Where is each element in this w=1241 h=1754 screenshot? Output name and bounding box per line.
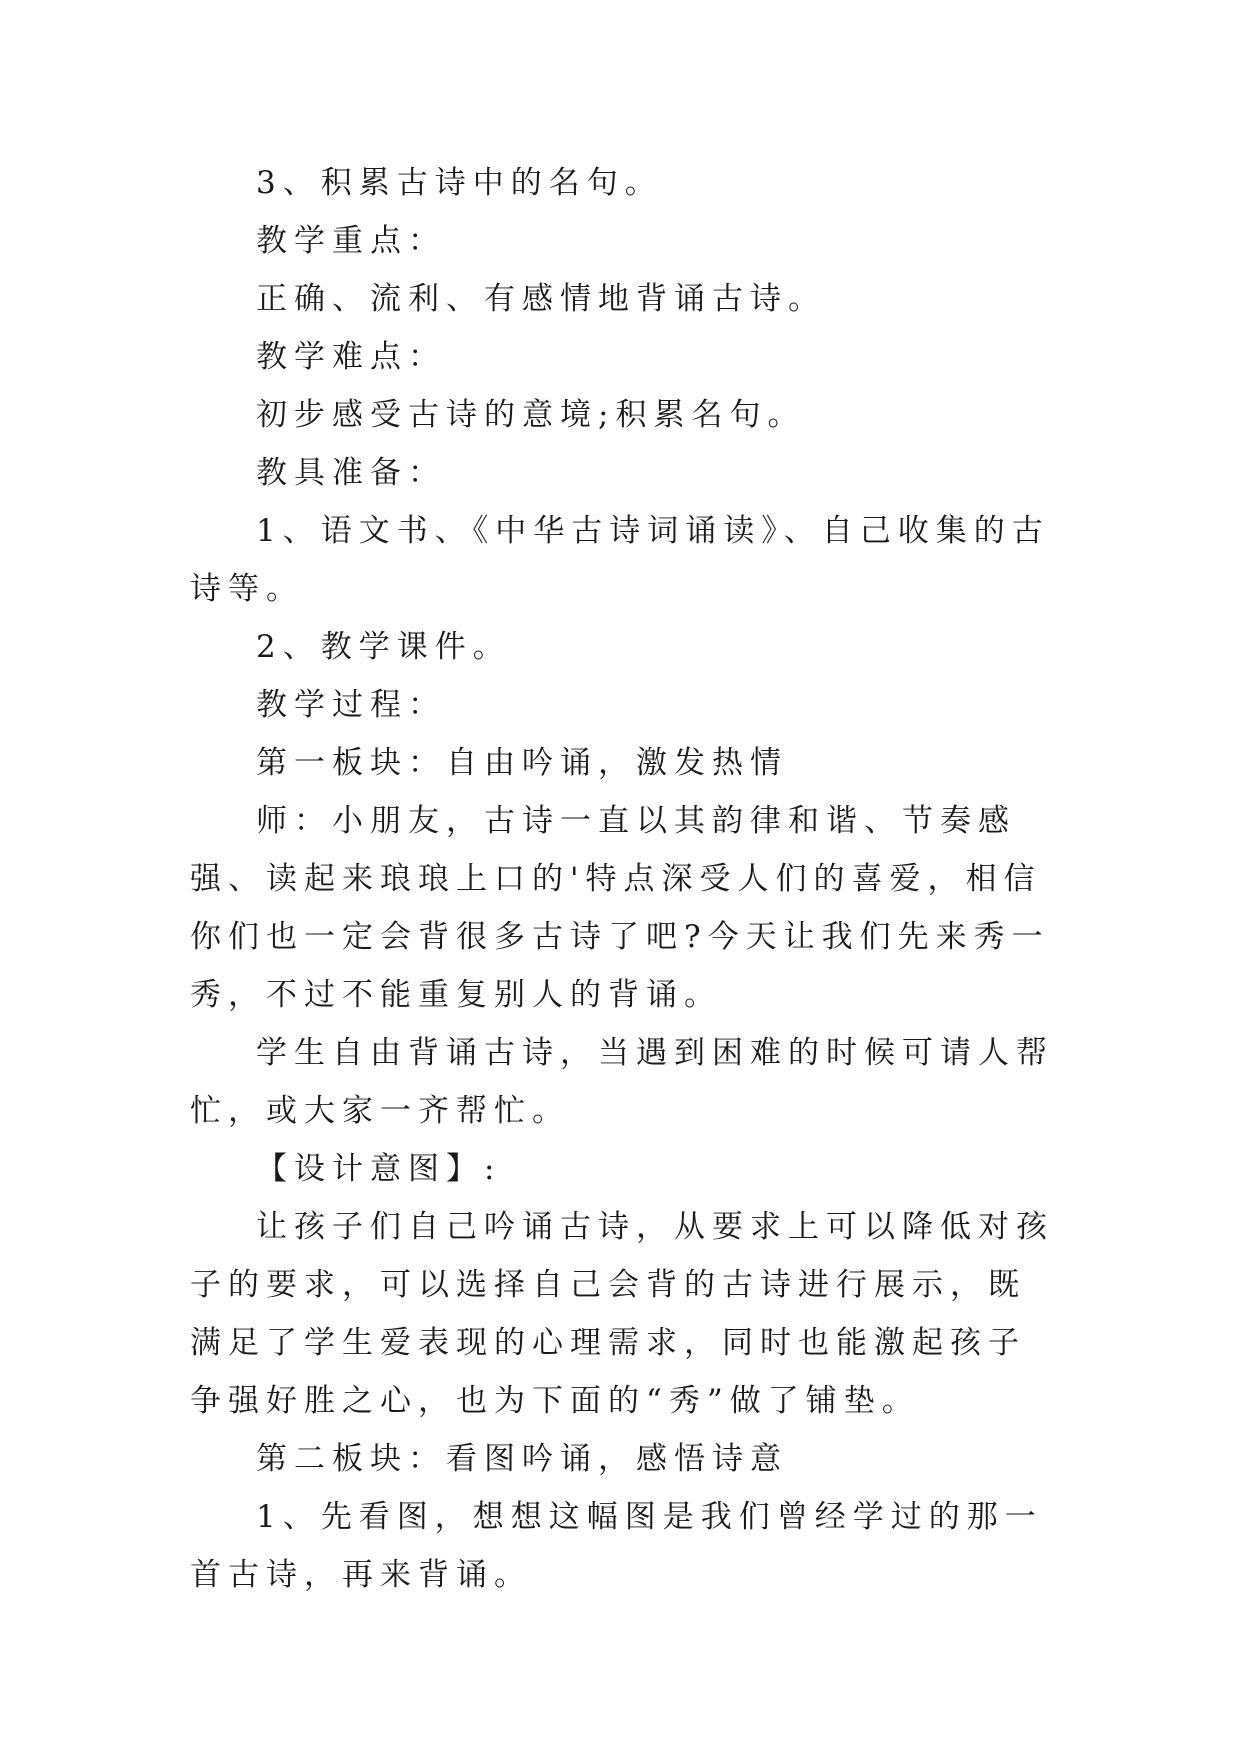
document-page	[190, 154, 1060, 1604]
paragraph-student-activity: 学生自由背诵古诗，当遇到困难的时候可请人帮忙，或大家一齐帮忙。	[190, 1035, 1054, 1129]
paragraph-step-1: 1、先看图，想想这幅图是我们曾经学过的那一首古诗，再来背诵。	[190, 1499, 1043, 1593]
paragraph-key-points: 正确、流利、有感情地背诵古诗。	[256, 281, 826, 317]
heading-process: 教学过程：	[256, 687, 446, 723]
heading-section-2: 第二板块：看图吟诵，感悟诗意	[256, 1441, 788, 1477]
heading-key-points: 教学重点：	[256, 223, 446, 259]
heading-difficulties: 教学难点：	[256, 339, 446, 375]
heading-materials: 教具准备：	[256, 455, 446, 491]
paragraph-material-2: 2、教学课件。	[256, 629, 511, 665]
heading-design-intent: 【设计意图】:	[256, 1151, 502, 1187]
paragraph-teacher-speech: 师：小朋友，古诗一直以其韵律和谐、节奏感强、读起来琅琅上口的'特点深受人们的喜爱，相信你们也一定会背很多古诗了吧?今天让我们先来秀一秀，不过不能重复别人的背诵。	[190, 803, 1050, 1013]
paragraph-goal-3: 3、积累古诗中的名句。	[256, 165, 663, 201]
paragraph-material-1: 1、语文书、《中华古诗词诵读》、自己收集的古诗等。	[190, 513, 1050, 607]
paragraph-design-intent: 让孩子们自己吟诵古诗，从要求上可以降低对孩子的要求，可以选择自己会背的古诗进行展示，既满足了学生爱表现的心理需求，同时也能激起孩子争强好胜之心，也为下面的“秀”做了铺垫。	[190, 1209, 1054, 1419]
heading-section-1: 第一板块：自由吟诵，激发热情	[256, 745, 788, 781]
paragraph-difficulties: 初步感受古诗的意境;积累名句。	[256, 397, 806, 433]
